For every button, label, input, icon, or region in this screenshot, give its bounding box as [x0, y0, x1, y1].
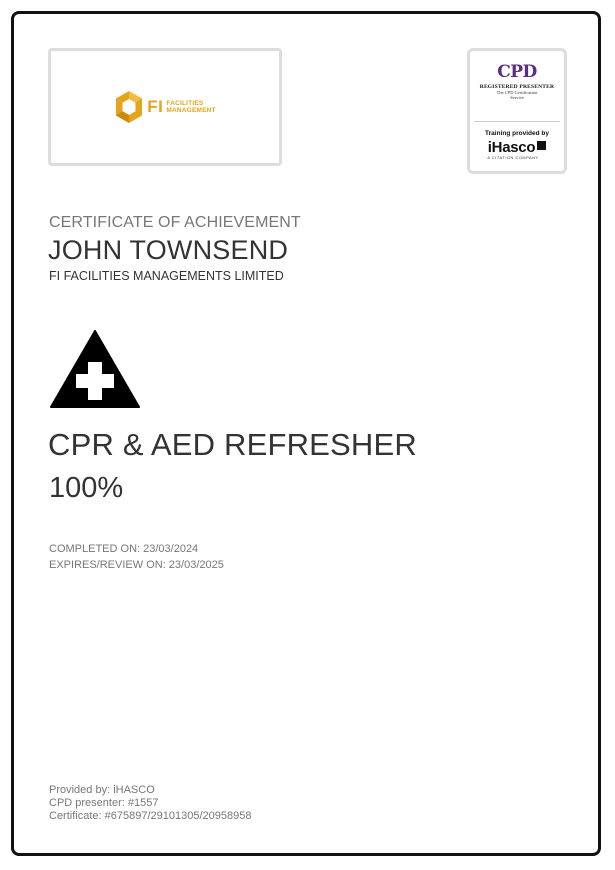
cpd-service-line2: Service [510, 95, 524, 100]
cpd-logo-mark: CPD [497, 62, 537, 82]
ihasco-logo [488, 140, 546, 155]
expires-date: EXPIRES/REVIEW ON: 23/03/2025 [49, 559, 224, 571]
company-name: FI FACILITIES MANAGEMENTS LIMITED [49, 269, 284, 283]
fi-facilities-logo [114, 90, 215, 124]
score-percentage: 100% [49, 472, 124, 504]
footer-certificate-number: Certificate: #675897/29101305/20958958 [49, 810, 252, 822]
logo-word-facilities: FACILITIES [166, 100, 204, 107]
logo-words [166, 100, 215, 114]
ihasco-tagline: A CITATION COMPANY [487, 156, 539, 160]
hexagon-logo-icon [114, 90, 144, 124]
company-logo-box [48, 48, 282, 166]
cpd-service-line1: The CPD Certification [496, 90, 538, 95]
footer-provided-by: Provided by: iHASCO [49, 784, 155, 796]
cpd-registered-presenter: REGISTERED PRESENTER [479, 84, 555, 90]
logo-fi-letters: FI [147, 97, 164, 116]
first-aid-triangle-icon [50, 330, 140, 408]
badge-divider [474, 121, 560, 122]
training-provided-by: Training provided by [485, 130, 549, 137]
ihasco-wordmark: iHasco [487, 139, 536, 156]
course-title: CPR & AED REFRESHER [48, 427, 417, 462]
certificate-heading: CERTIFICATE OF ACHIEVEMENT [49, 214, 301, 231]
recipient-name: JOHN TOWNSEND [48, 235, 289, 265]
cpd-badge-section [470, 51, 564, 121]
ihasco-section [470, 130, 564, 160]
cpd-ihasco-badge [467, 48, 567, 174]
logo-word-management: MANAGEMENT [166, 107, 216, 114]
ihasco-square-icon [537, 141, 546, 150]
completed-date: COMPLETED ON: 23/03/2024 [49, 543, 199, 555]
footer-cpd-presenter: CPD presenter: #1557 [49, 797, 159, 809]
